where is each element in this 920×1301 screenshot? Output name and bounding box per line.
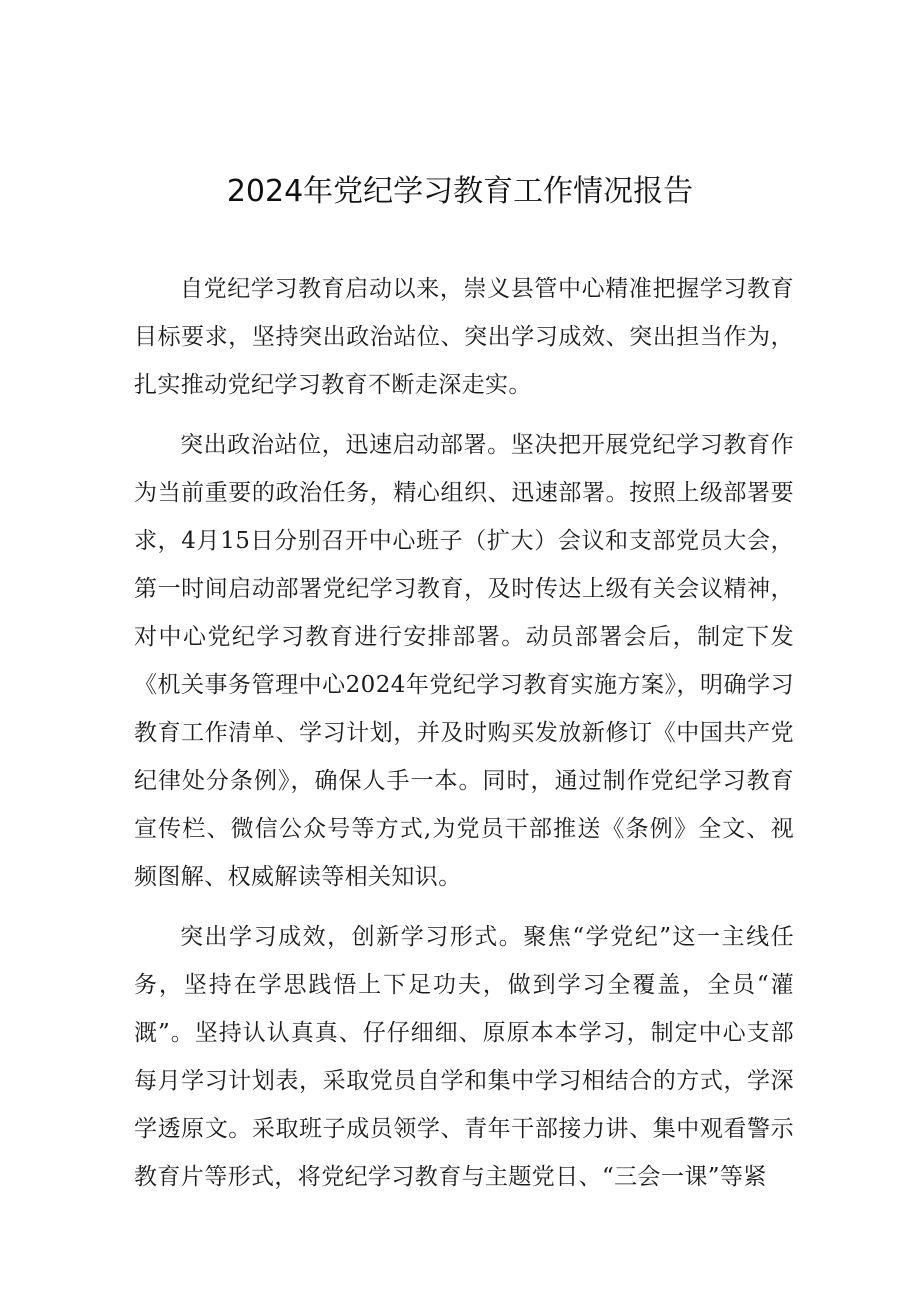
document-title: 2024年党纪学习教育工作情况报告 [226, 174, 694, 209]
paragraph: 自党纪学习教育启动以来，崇义县管中心精准把握学习教育目标要求，坚持突出政治站位、突出学习成效、突出担当作为，扎实推动党纪学习教育不断走深走实。 [134, 276, 794, 398]
paragraph: 突出学习成效，创新学习形式。聚焦“学党纪”这一主线任务，坚持在学思践悟上下足功夫，做到学习全覆盖，全员“灌溉”。坚持认认真真、仔仔细细、原原本本学习，制定中心支部每月学习计划表，采取党员自学和集中学习相结合的方式，学深学透原文。采取班子成员领学、青年干部接力讲、集中观看警示教育片等形式，将党纪学习教育与主题党日、“三会一课”等紧 [134, 924, 794, 1190]
paragraph: 突出政治站位，迅速启动部署。坚决把开展党纪学习教育作为当前重要的政治任务，精心组织、迅速部署。按照上级部署要求，4月15日分别召开中心班子（扩大）会议和支部党员大会，第一时间启动部署党纪学习教育，及时传达上级有关会议精神，对中心党纪学习教育进行安排部署。动员部署会后，制定下发《机关事务管理中心2024年党纪学习教育实施方案》，明确学习教育工作清单、学习计划，并及时购买发放新修订《中国共产党纪律处分条例》，确保人手一本。同时，通过制作党纪学习教育宣传栏、微信公众号等方式,为党员干部推送《条例》全文、视频图解、权威解读等相关知识。 [134, 432, 794, 890]
document-body [134, 265, 794, 1213]
